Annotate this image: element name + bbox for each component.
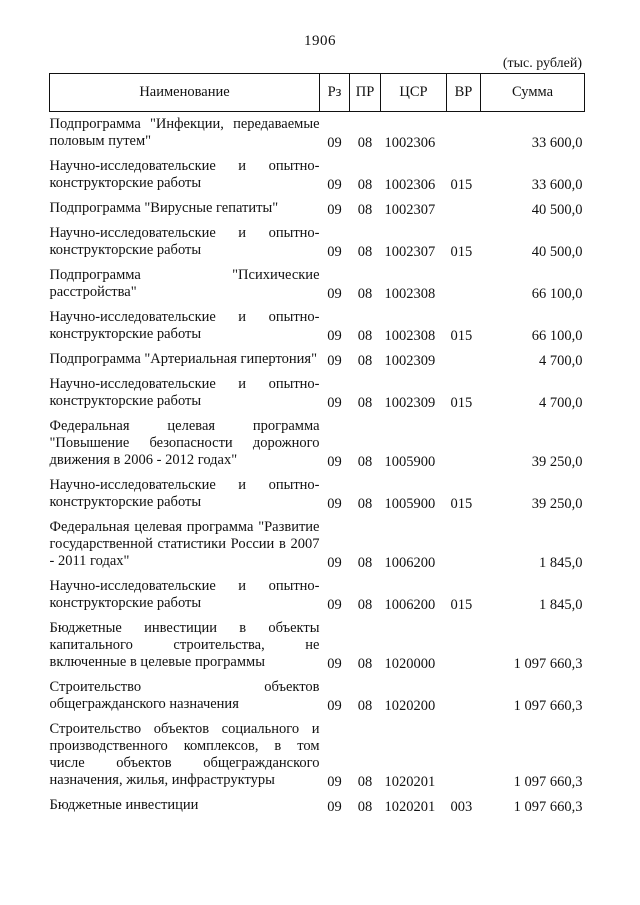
row-vr: [447, 194, 481, 219]
row-name: Научно-исследовательские и опытно-конструкторские работы: [49, 158, 320, 191]
page-number: 1906: [304, 33, 336, 49]
row-csr: 1002307: [384, 202, 436, 218]
row-rz: 09: [327, 286, 342, 302]
table-row: [50, 471, 585, 513]
row-csr: 1005900: [384, 454, 436, 470]
row-csr: 1002309: [384, 395, 436, 411]
row-sum: 1 845,0: [539, 597, 583, 613]
row-csr: 1002307: [384, 244, 436, 260]
row-pr: 08: [357, 395, 373, 411]
row-sum: 39 250,0: [531, 454, 583, 470]
table-row: [50, 261, 585, 303]
row-name: Подпрограмма "Артериальная гипертония": [49, 351, 317, 367]
row-name: Научно-исследовательские и опытно-конструкторские работы: [49, 225, 320, 258]
table-row: [50, 715, 585, 791]
row-pr: 08: [357, 656, 373, 672]
row-name: Федеральная целевая программа "Развитие государственной статистики России в 2007 - 2011 годах": [49, 519, 320, 569]
row-vr: [447, 614, 481, 673]
row-name: Научно-исследовательские и опытно-конструкторские работы: [49, 309, 320, 342]
row-rz: 09: [327, 353, 342, 369]
row-rz: 09: [327, 135, 342, 151]
table-row: [50, 513, 585, 572]
row-rz: 09: [327, 454, 342, 470]
row-name: Подпрограмма "Инфекции, передаваемые половым путем": [49, 116, 320, 149]
row-sum: 66 100,0: [531, 286, 583, 302]
row-vr: 015: [450, 328, 473, 344]
row-sum: 33 600,0: [531, 177, 583, 193]
row-pr: 08: [357, 774, 373, 790]
row-vr: [447, 261, 481, 303]
row-rz: 09: [327, 202, 342, 218]
table-row: [50, 194, 585, 219]
row-rz: 09: [327, 395, 342, 411]
row-pr: 08: [357, 799, 373, 815]
row-pr: 08: [357, 286, 373, 302]
row-csr: 1002306: [384, 135, 436, 151]
row-csr: 1002309: [384, 353, 436, 369]
row-vr: 015: [450, 496, 473, 512]
row-csr: 1020201: [384, 774, 436, 790]
header-rz: Рз: [320, 74, 350, 112]
row-pr: 08: [357, 177, 373, 193]
row-rz: 09: [327, 244, 342, 260]
row-csr: 1020200: [384, 698, 436, 714]
table-row: [50, 412, 585, 471]
row-sum: 39 250,0: [531, 496, 583, 512]
row-name: Научно-исследовательские и опытно-конструкторские работы: [49, 477, 320, 510]
row-pr: 08: [357, 328, 373, 344]
row-name: Подпрограмма "Психические расстройства": [49, 267, 320, 300]
row-vr: [447, 673, 481, 715]
table-row: [50, 791, 585, 816]
row-name: Строительство объектов общегражданского назначения: [49, 679, 320, 712]
row-rz: 09: [327, 656, 342, 672]
row-vr: 015: [450, 177, 473, 193]
row-vr: 015: [450, 395, 473, 411]
row-vr: 015: [450, 244, 473, 260]
row-pr: 08: [357, 597, 373, 613]
row-name: Бюджетные инвестиции: [49, 797, 199, 813]
row-csr: 1005900: [384, 496, 436, 512]
row-csr: 1020000: [384, 656, 436, 672]
table-row: [50, 345, 585, 370]
row-csr: 1002308: [384, 328, 436, 344]
row-csr: 1020201: [384, 799, 436, 815]
row-rz: 09: [327, 555, 342, 571]
table-row: [50, 152, 585, 194]
row-vr: [447, 345, 481, 370]
row-vr: [447, 513, 481, 572]
row-name: Научно-исследовательские и опытно-конструкторские работы: [49, 376, 320, 409]
header-pr: ПР: [350, 74, 381, 112]
row-sum: 1 097 660,3: [513, 774, 583, 790]
table-row: [50, 219, 585, 261]
row-name: Научно-исследовательские и опытно-конструкторские работы: [49, 578, 320, 611]
row-rz: 09: [327, 177, 342, 193]
row-csr: 1006200: [384, 555, 436, 571]
row-pr: 08: [357, 496, 373, 512]
table-row: [50, 370, 585, 412]
row-sum: 4 700,0: [539, 395, 583, 411]
row-rz: 09: [327, 597, 342, 613]
row-rz: 09: [327, 774, 342, 790]
row-sum: 1 097 660,3: [513, 799, 583, 815]
row-csr: 1002308: [384, 286, 436, 302]
row-pr: 08: [357, 135, 373, 151]
row-sum: 33 600,0: [531, 135, 583, 151]
row-sum: 40 500,0: [531, 244, 583, 260]
row-name: Строительство объектов социального и производственного комплексов, в том числе объектов общегражданского назначения, жилья, инфраструктуры: [49, 721, 320, 788]
row-csr: 1006200: [384, 597, 436, 613]
row-vr: 015: [450, 597, 473, 613]
row-vr: [447, 412, 481, 471]
table-row: [50, 614, 585, 673]
row-pr: 08: [357, 454, 373, 470]
header-sum: Сумма: [481, 74, 585, 112]
row-pr: 08: [357, 202, 373, 218]
row-sum: 1 097 660,3: [513, 656, 583, 672]
row-name: Федеральная целевая программа "Повышение безопасности дорожного движения в 2006 - 2012 годах": [49, 418, 320, 468]
row-rz: 09: [327, 698, 342, 714]
row-sum: 40 500,0: [531, 202, 583, 218]
row-sum: 1 097 660,3: [513, 698, 583, 714]
row-name: Подпрограмма "Вирусные гепатиты": [49, 200, 279, 216]
budget-table: [49, 73, 585, 816]
row-pr: 08: [357, 698, 373, 714]
table-header-row: [50, 74, 585, 112]
row-sum: 4 700,0: [539, 353, 583, 369]
row-vr: [447, 715, 481, 791]
row-rz: 09: [327, 799, 342, 815]
row-sum: 66 100,0: [531, 328, 583, 344]
row-rz: 09: [327, 496, 342, 512]
row-vr: 003: [450, 799, 473, 815]
row-pr: 08: [357, 353, 373, 369]
header-csr: ЦСР: [381, 74, 447, 112]
header-vr: ВР: [447, 74, 481, 112]
row-vr: [447, 112, 481, 153]
row-pr: 08: [357, 244, 373, 260]
row-name: Бюджетные инвестиции в объекты капитального строительства, не включенные в целевые программы: [49, 620, 320, 670]
row-sum: 1 845,0: [539, 555, 583, 571]
table-row: [50, 673, 585, 715]
table-row: [50, 303, 585, 345]
row-rz: 09: [327, 328, 342, 344]
row-csr: 1002306: [384, 177, 436, 193]
table-row: [50, 572, 585, 614]
units-label: (тыс. рублей): [502, 56, 582, 71]
row-pr: 08: [357, 555, 373, 571]
header-name: Наименование: [50, 74, 320, 112]
table-row: [50, 112, 585, 153]
